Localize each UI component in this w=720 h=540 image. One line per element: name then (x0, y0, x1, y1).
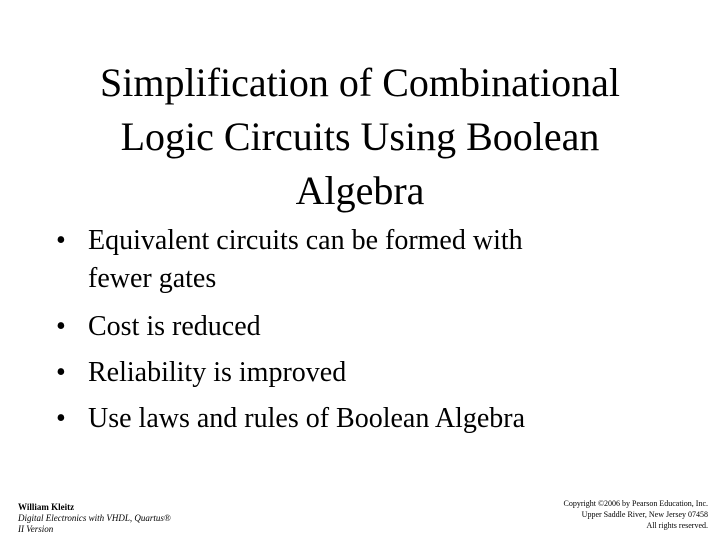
bullet-item (56, 396, 676, 442)
bullet-text-line: Reliability is improved (88, 357, 347, 388)
bullet-dot-icon: • (56, 403, 66, 434)
bullet-dot-icon: • (56, 311, 66, 342)
bullet-dot-icon: • (56, 357, 66, 388)
bullet-dot-icon: • (56, 225, 66, 256)
footer-book-title: Digital Electronics with VHDL, Quartus® (18, 513, 171, 523)
copyright-line: All rights reserved. (646, 521, 708, 530)
bullet-text-line: Use laws and rules of Boolean Algebra (88, 403, 525, 434)
footer-book-title: II Version (18, 524, 54, 534)
bullet-text-line: Equivalent circuits can be formed with (88, 225, 523, 256)
title-line: Algebra (295, 168, 425, 213)
bullet-item (56, 304, 676, 350)
bullet-list (56, 222, 676, 442)
copyright-line: Copyright ©2006 by Pearson Education, Inc. (563, 499, 708, 508)
bullet-item (56, 350, 676, 396)
title-line: Logic Circuits Using Boolean (120, 114, 600, 159)
footer-book-credit (18, 502, 171, 535)
footer-author: William Kleitz (18, 502, 75, 512)
bullet-text-line: Cost is reduced (88, 311, 261, 342)
bullet-text-line: fewer gates (88, 263, 217, 294)
bullet-item (56, 222, 676, 298)
title-line: Simplification of Combinational (100, 60, 620, 105)
slide-title (40, 56, 680, 218)
copyright-line: Upper Saddle River, New Jersey 07458 (581, 510, 708, 519)
footer-copyright (488, 498, 708, 531)
